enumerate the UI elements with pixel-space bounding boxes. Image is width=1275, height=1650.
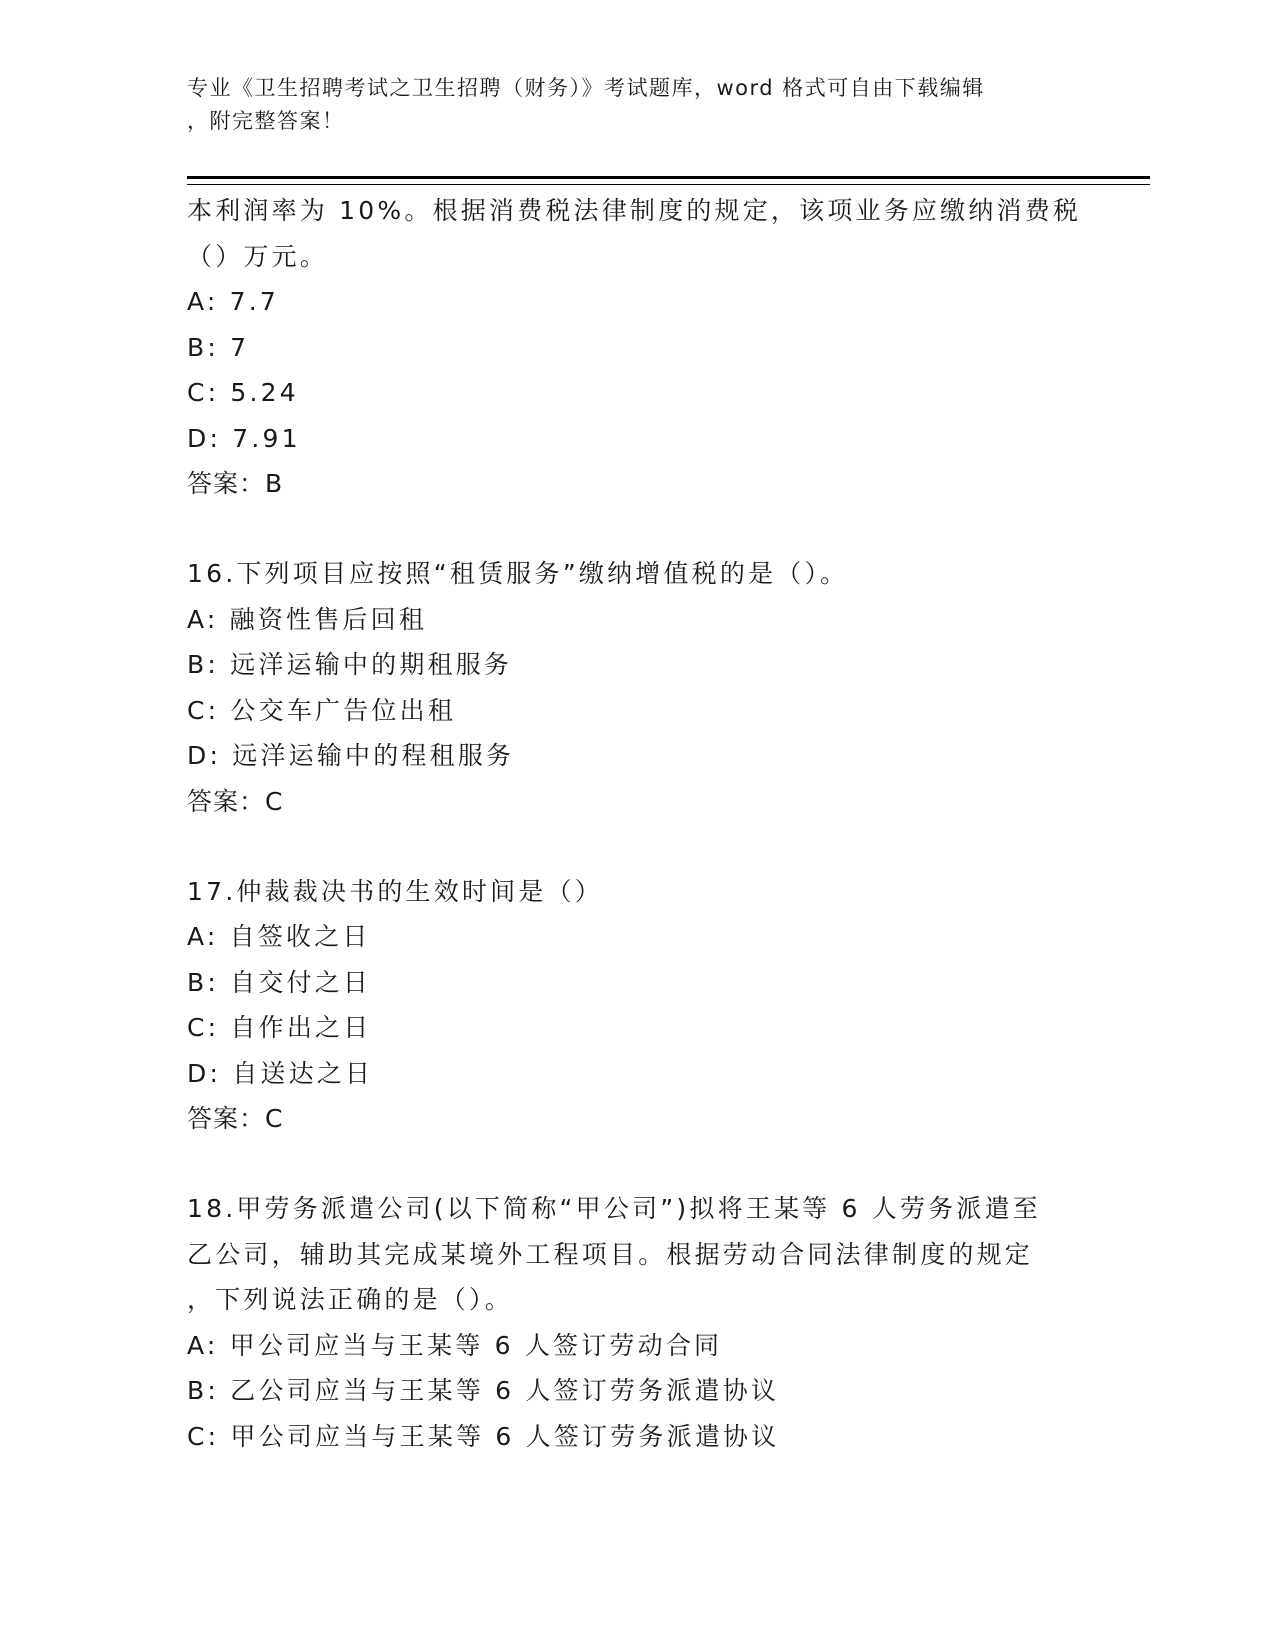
header-line-1: 专业《卫生招聘考试之卫生招聘（财务）》考试题库，word 格式可自由下载编辑 xyxy=(187,76,985,100)
answer: 答案：C xyxy=(187,786,284,816)
question-content xyxy=(187,188,1087,1459)
header-rule-thin xyxy=(187,184,1150,185)
option-d: D: 远洋运输中的程租服务 xyxy=(187,741,515,770)
spacer xyxy=(187,825,1087,869)
option-b: B: 7 xyxy=(187,332,250,362)
option-a: A: 融资性售后回租 xyxy=(187,604,428,634)
spacer xyxy=(187,1142,1087,1186)
question-text: 18.甲劳务派遣公司(以下简称“甲公司”)拟将王某等 6 人劳务派遣至 xyxy=(187,1194,1041,1223)
question-18 xyxy=(187,1186,1087,1459)
option-b: B: 远洋运输中的期租服务 xyxy=(187,650,513,679)
option-b: B: 自交付之日 xyxy=(187,967,372,997)
header-rule-thick xyxy=(187,176,1150,179)
option-b: B: 乙公司应当与王某等 6 人签订劳务派遣协议 xyxy=(187,1376,780,1405)
question-15 xyxy=(187,188,1087,507)
option-d: D: 7.91 xyxy=(187,423,301,453)
question-text: ，下列说法正确的是（）。 xyxy=(187,1285,513,1314)
question-text: 17.仲裁裁决书的生效时间是（） xyxy=(187,876,603,906)
option-d: D: 自送达之日 xyxy=(187,1058,374,1088)
option-a: A: 自签收之日 xyxy=(187,922,371,951)
option-c: C: 公交车广告位出租 xyxy=(187,695,457,725)
question-text: 本利润率为 10%。根据消费税法律制度的规定，该项业务应缴纳消费税 xyxy=(187,196,1082,225)
option-a: A: 甲公司应当与王某等 6 人签订劳动合同 xyxy=(187,1330,723,1360)
answer: 答案：B xyxy=(187,469,284,498)
option-c: C: 5.24 xyxy=(187,378,299,407)
header-line-2: ，附完整答案！ xyxy=(187,109,345,133)
answer: 答案：C xyxy=(187,1104,284,1133)
document-header xyxy=(187,72,1067,138)
option-a: A: 7.7 xyxy=(187,287,279,316)
question-text: 乙公司，辅助其完成某境外工程项目。根据劳动合同法律制度的规定 xyxy=(187,1239,1034,1269)
option-c: C: 自作出之日 xyxy=(187,1013,372,1042)
option-c: C: 甲公司应当与王某等 6 人签订劳务派遣协议 xyxy=(187,1421,780,1451)
question-text: （）万元。 xyxy=(187,241,329,271)
question-16 xyxy=(187,551,1087,825)
question-17 xyxy=(187,869,1087,1143)
spacer xyxy=(187,507,1087,551)
question-text: 16.下列项目应按照“租赁服务”缴纳增值税的是（）。 xyxy=(187,559,849,588)
